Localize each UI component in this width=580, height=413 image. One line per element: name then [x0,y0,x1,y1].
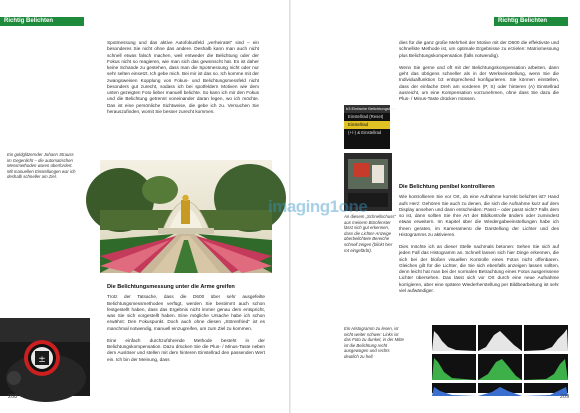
camera-menu-item-1: Einstellrad (Reset) [348,114,384,119]
histogram-graphic [432,386,476,396]
histogram-balanced-3 [478,383,522,393]
watermark-text-1: imaging [268,197,330,216]
histogram-bright-1 [524,325,568,351]
histogram-graphic [432,325,476,351]
right-paragraph-4: Dies möchte ich an dieser Stelle nachmals betonen: Sehen Sie sich auf jeden Fall das Histogramm an. Schnell lassen sich hier Dinge erkennen, die sich bei der bloßen visuellen Kontrolle eines Fotos nicht offenbaren. Gleiches gilt für die Lichter, die Sie sich ebenfalls anzeigen lassen sollten, denn leicht hat man bei der normalen Betrachtung eines Fotos ausgerissene Lichter übersehen. Das lässt sich vor Ort durch eine neue Aufnahme korrigieren, aber eine spätere Wiederherstellung per Bildbearbeitung ist sehr viel aufwändiger. [399,244,559,293]
right-text-column-top [399,40,559,108]
histogram-bright-3 [524,383,568,393]
left-text-column-top [107,40,259,121]
camera-menu-item-2-selected: Einstellrad [344,121,390,129]
exposure-button-photo [0,318,90,396]
right-page-header: Richtig Belichten [494,17,568,26]
right-caption-histogram: Ein Histogramm zu lesen, ist nicht weiter schwer: Links ist das Foto zu dunkel, in der Mitte ist die Belichtung recht ausgewogen und rechts deutlich zu hell. [344,326,404,359]
left-paragraph-2: Trotz der Tatsache, dass die D600 über sehr ausgefeilte Belichtungsmessmethoden verfügt, werden Sie bestimmt auch schon festgestellt haben, dass das Ergebnis nicht immer genau dem entspricht, was Sie sich vorgestellt haben. Eine mögliche Ursache habe ich schon erwähnt: Den Fokuspunkt. Doch auch ohne diesen „Störenfried“ ist es manchmal notwendig, manuell einzugreifen, um zum Ziel zu kommen. [107,294,265,331]
right-text-column-bottom [399,182,559,300]
right-caption-menu: An diesem „Schnellschuss“ aus meinem Bürofenster lässt sich gut erkennen, dass die Lichter-Anzeige überbelichtete Bereiche schnell zeigen (blinkt hier rot eingefärbt). [344,214,396,253]
camera-button-graphic [0,318,90,396]
svg-text:±: ± [38,355,46,365]
left-text-column-bottom [107,282,265,369]
left-caption-photo: Ein goldglitzernder Johann Strauss im Gegenlicht – die automatischen Messmethoden waren überfordert. Mit manuellen Einstellungen war ich deshalb schneller am Ziel. [7,152,76,180]
left-subheading: Die Belichtungsmessung unter die Arme greifen [107,284,235,290]
camera-menu-title: b3 Einfache Belichtungskorr. [346,106,397,111]
left-paragraph-1: Spotmessung und das aktive Autofokusfeld „verheiratet“ sind – ein besonderes Sie nicht ohne das andere. Deshalb kann man auch nicht schnell etwas falsch machen, weil entweder die Belichtung oder der Fokus nicht so reagieren, wie man sich das gewünscht hat. Es ist daher keine Schande zu gestehen, dass man die Spotmessung nicht oder nur sehr selten einsetzt. Ich gebe mich. Bei mir ist das so. Ich komme mit der zwangsweisen Kopplung von Fokus- und Belichtungsmessfeld nicht besonders gut zurecht, sodass ich bei spotfeldern Motiven wie dem unten gezeigten Foto lieber manuell belichte. So kann ich mir den Fokus und die Belichtung getrennt voneinander daran legen, wo ich möchte. Das ist eine persönliche Sichtweise, die gebe ich zu. Versuchen Sie herauszufinden, womit Sie besser zurecht kommen. [107,40,259,114]
histogram-graphic [478,354,522,380]
histogram-bright-2 [524,354,568,380]
right-paragraph-2: Wenn Sie gerne und oft mit der Belichtungskompensation arbeiten, dann geht das übrigens schneller als in der Werkseinstellung, wenn Sie die Individualfunktion b3 entsprechend konfigurieren. Sie können einstellen, dass der einfache Dreh am vorderen (P, S) oder hinteren (A) Einstellrad ausreicht, um eine Kompensation vorzunehmen, ohne dass Sie dazu die Plus- / Minus-Taste drücken müssen. [399,64,559,101]
camera-menu-item-3: (+/-) & Einstellrad [348,130,382,135]
right-paragraph-3: Wie kontrollieren Sie vor Ort, ob eine Aufnahme korrekt belichtet ist? Hand aufs Herz: Gehören Sie auch zu denen, die sich die Aufnahme kurz auf dem Display ansehen und dann entscheiden: Passt – oder passt nicht? Falls dem so ist, dann sollten Sie Ihre Art der Bildkontrolle ändern oder zumindest etwas erweitern. Im Kapitel über die Wiedergabeeinstellungen habe ich Ihnen geraten, im Kameramenü die Darstellung der Lichter und des Histogramms zu aktivieren. [399,194,559,237]
imaging-watermark [268,197,367,217]
histogram-balanced-2 [478,354,522,380]
histogram-graphic [432,354,476,380]
histogram-balanced-1 [478,325,522,351]
right-page-number: 209 [560,394,570,400]
histogram-dark-3 [432,383,476,393]
strauss-photo-graphic [100,160,272,273]
strauss-monument-photo [100,160,272,273]
histogram-graphic [478,325,522,351]
left-page-header: Richtig Belichten [0,17,84,26]
right-paragraph-1: dies für die ganz große Mehrheit der Motive mit der D600 die effektivste und schnellste Methode ist, um optimale Ergebnisse zu erzielen: Matrixmessung plus Belichtungskompensation (falls notwendig). [399,40,559,58]
histogram-dark-1 [432,325,476,351]
histogram-dark-2 [432,354,476,380]
camera-menu-screenshot [344,105,397,149]
right-subheading: Die Belichtung penibel kontrollieren [399,184,495,190]
histogram-graphic [478,386,522,396]
watermark-text-2: 1one [329,197,368,216]
histogram-graphic [524,325,568,351]
left-page-number: 208 [8,394,18,400]
left-paragraph-3: Eine einfach durchzuführende Methode besteht in der Belichtungskompensation. Dazu drücken Sie die Plus- / Minus-Taste neben dem Auslöser und stellen mit dem hinteren Einstellrad den passenden Wert ein. Ich bin der Meinung, dass [107,337,265,362]
histogram-graphic [524,354,568,380]
